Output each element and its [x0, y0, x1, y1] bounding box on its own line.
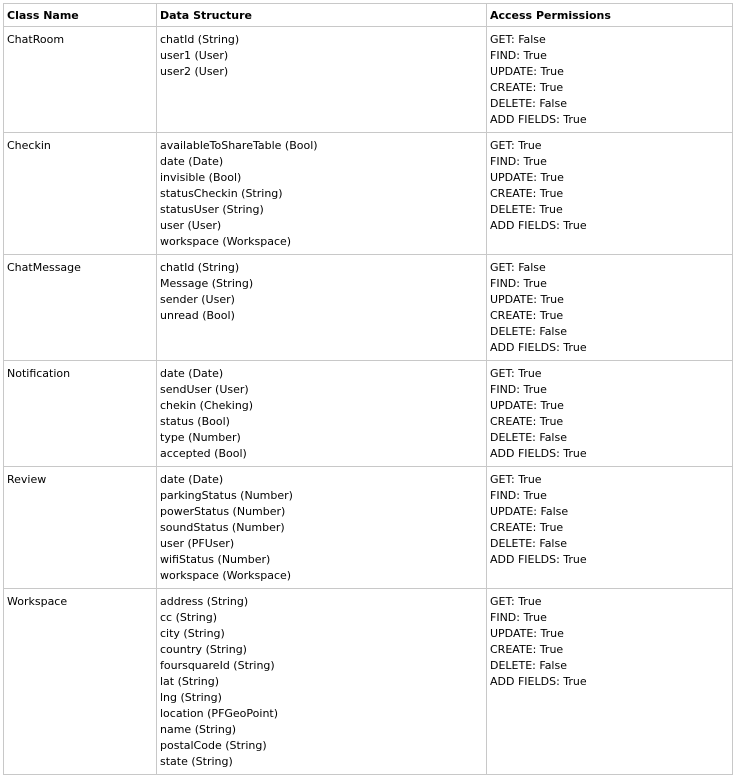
field-entry: powerStatus (Number) [160, 505, 286, 518]
header-data-structure: Data Structure [157, 4, 487, 27]
permission-entry: GET: True [490, 473, 542, 486]
field-entry: cc (String) [160, 611, 218, 624]
schema-table [3, 3, 733, 775]
permission-entry: GET: True [490, 367, 542, 380]
table-row [4, 27, 733, 133]
field-entry: country (String) [160, 643, 247, 656]
class-name-cell: Notification [4, 361, 157, 467]
permission-entry: DELETE: False [490, 325, 567, 338]
data-structure-cell [157, 589, 487, 775]
field-entry: unread (Bool) [160, 309, 235, 322]
field-entry: postalCode (String) [160, 739, 267, 752]
permission-entry: CREATE: True [490, 521, 564, 534]
permission-entry: ADD FIELDS: True [490, 553, 587, 566]
field-entry: date (Date) [160, 155, 224, 168]
field-entry: user2 (User) [160, 65, 229, 78]
class-name-cell: ChatRoom [4, 27, 157, 133]
class-name-cell: Workspace [4, 589, 157, 775]
permission-entry: DELETE: False [490, 431, 567, 444]
permission-entry: DELETE: False [490, 97, 567, 110]
field-entry: accepted (Bool) [160, 447, 247, 460]
field-entry: wifiStatus (Number) [160, 553, 271, 566]
header-row [4, 4, 733, 27]
field-entry: status (Bool) [160, 415, 230, 428]
field-entry: date (Date) [160, 473, 224, 486]
permission-entry: FIND: True [490, 49, 547, 62]
field-entry: user (PFUser) [160, 537, 235, 550]
field-entry: chatId (String) [160, 261, 240, 274]
permission-entry: UPDATE: True [490, 65, 564, 78]
permission-entry: UPDATE: True [490, 293, 564, 306]
field-entry: city (String) [160, 627, 225, 640]
permission-entry: CREATE: True [490, 81, 564, 94]
permission-entry: UPDATE: False [490, 505, 569, 518]
permission-entry: GET: True [490, 595, 542, 608]
table-row [4, 133, 733, 255]
permission-entry: ADD FIELDS: True [490, 113, 587, 126]
permission-entry: GET: False [490, 261, 546, 274]
field-entry: invisible (Bool) [160, 171, 242, 184]
permission-entry: DELETE: True [490, 203, 563, 216]
data-structure-cell [157, 27, 487, 133]
data-structure-cell [157, 133, 487, 255]
permission-entry: FIND: True [490, 489, 547, 502]
field-entry: user (User) [160, 219, 222, 232]
field-entry: sendUser (User) [160, 383, 249, 396]
field-entry: workspace (Workspace) [160, 569, 292, 582]
permission-entry: DELETE: False [490, 537, 567, 550]
permission-entry: CREATE: True [490, 187, 564, 200]
permission-entry: UPDATE: True [490, 171, 564, 184]
permission-entry: UPDATE: True [490, 399, 564, 412]
data-structure-cell [157, 255, 487, 361]
access-permissions-cell [487, 133, 733, 255]
table-body [4, 27, 733, 775]
table-row [4, 361, 733, 467]
field-entry: parkingStatus (Number) [160, 489, 293, 502]
permission-entry: CREATE: True [490, 309, 564, 322]
access-permissions-cell [487, 27, 733, 133]
data-structure-cell [157, 467, 487, 589]
field-entry: soundStatus (Number) [160, 521, 285, 534]
header-class-name: Class Name [4, 4, 157, 27]
table-row [4, 255, 733, 361]
class-name-cell: Review [4, 467, 157, 589]
permission-entry: CREATE: True [490, 415, 564, 428]
access-permissions-cell [487, 255, 733, 361]
permission-entry: FIND: True [490, 277, 547, 290]
permission-entry: ADD FIELDS: True [490, 675, 587, 688]
field-entry: location (PFGeoPoint) [160, 707, 279, 720]
permission-entry: GET: False [490, 33, 546, 46]
permission-entry: FIND: True [490, 383, 547, 396]
permission-entry: ADD FIELDS: True [490, 447, 587, 460]
schema-table-container [3, 3, 733, 775]
field-entry: address (String) [160, 595, 249, 608]
header-access-permissions: Access Permissions [487, 4, 733, 27]
field-entry: state (String) [160, 755, 233, 768]
field-entry: workspace (Workspace) [160, 235, 292, 248]
permission-entry: CREATE: True [490, 643, 564, 656]
permission-entry: UPDATE: True [490, 627, 564, 640]
class-name-cell: ChatMessage [4, 255, 157, 361]
field-entry: sender (User) [160, 293, 235, 306]
field-entry: lat (String) [160, 675, 220, 688]
access-permissions-cell [487, 467, 733, 589]
field-entry: availableToShareTable (Bool) [160, 139, 318, 152]
field-entry: type (Number) [160, 431, 241, 444]
class-name-cell: Checkin [4, 133, 157, 255]
field-entry: chatId (String) [160, 33, 240, 46]
access-permissions-cell [487, 589, 733, 775]
field-entry: statusUser (String) [160, 203, 264, 216]
field-entry: lng (String) [160, 691, 222, 704]
table-row [4, 589, 733, 775]
field-entry: foursquareId (String) [160, 659, 275, 672]
access-permissions-cell [487, 361, 733, 467]
permission-entry: GET: True [490, 139, 542, 152]
permission-entry: FIND: True [490, 155, 547, 168]
permission-entry: FIND: True [490, 611, 547, 624]
field-entry: date (Date) [160, 367, 224, 380]
permission-entry: ADD FIELDS: True [490, 219, 587, 232]
field-entry: chekin (Cheking) [160, 399, 254, 412]
permission-entry: ADD FIELDS: True [490, 341, 587, 354]
field-entry: name (String) [160, 723, 237, 736]
field-entry: Message (String) [160, 277, 254, 290]
field-entry: statusCheckin (String) [160, 187, 283, 200]
data-structure-cell [157, 361, 487, 467]
field-entry: user1 (User) [160, 49, 229, 62]
table-row [4, 467, 733, 589]
permission-entry: DELETE: False [490, 659, 567, 672]
